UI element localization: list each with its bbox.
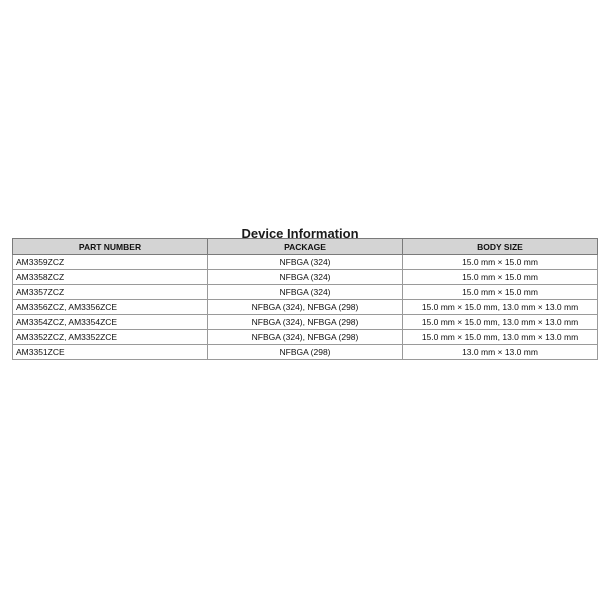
part-number-cell: AM3351ZCE bbox=[13, 345, 208, 360]
table-caption-container bbox=[0, 227, 600, 238]
part-number-cell: AM3359ZCZ bbox=[13, 255, 208, 270]
body-size-cell: 15.0 mm × 15.0 mm, 13.0 mm × 13.0 mm bbox=[403, 300, 598, 315]
table-body bbox=[13, 255, 598, 360]
table-row bbox=[13, 255, 598, 270]
table-row bbox=[13, 330, 598, 345]
table-caption: Device Information bbox=[241, 227, 359, 238]
body-size-cell: 15.0 mm × 15.0 mm bbox=[403, 285, 598, 300]
body-size-cell: 15.0 mm × 15.0 mm, 13.0 mm × 13.0 mm bbox=[403, 315, 598, 330]
table-header bbox=[13, 239, 598, 255]
package-cell: NFBGA (324), NFBGA (298) bbox=[208, 300, 403, 315]
package-cell: NFBGA (324) bbox=[208, 270, 403, 285]
device-information-table bbox=[12, 238, 598, 360]
package-cell: NFBGA (298) bbox=[208, 345, 403, 360]
header-body-size: BODY SIZE bbox=[403, 239, 598, 255]
table-row bbox=[13, 285, 598, 300]
table-row bbox=[13, 345, 598, 360]
package-cell: NFBGA (324) bbox=[208, 285, 403, 300]
package-cell: NFBGA (324) bbox=[208, 255, 403, 270]
body-size-cell: 15.0 mm × 15.0 mm, 13.0 mm × 13.0 mm bbox=[403, 330, 598, 345]
table-row bbox=[13, 300, 598, 315]
part-number-cell: AM3354ZCZ, AM3354ZCE bbox=[13, 315, 208, 330]
part-number-cell: AM3357ZCZ bbox=[13, 285, 208, 300]
table-row bbox=[13, 270, 598, 285]
table-row bbox=[13, 315, 598, 330]
header-package: PACKAGE bbox=[208, 239, 403, 255]
body-size-cell: 15.0 mm × 15.0 mm bbox=[403, 270, 598, 285]
header-row bbox=[13, 239, 598, 255]
body-size-cell: 13.0 mm × 13.0 mm bbox=[403, 345, 598, 360]
package-cell: NFBGA (324), NFBGA (298) bbox=[208, 315, 403, 330]
body-size-cell: 15.0 mm × 15.0 mm bbox=[403, 255, 598, 270]
package-cell: NFBGA (324), NFBGA (298) bbox=[208, 330, 403, 345]
header-part-number: PART NUMBER bbox=[13, 239, 208, 255]
part-number-cell: AM3356ZCZ, AM3356ZCE bbox=[13, 300, 208, 315]
part-number-cell: AM3352ZCZ, AM3352ZCE bbox=[13, 330, 208, 345]
part-number-cell: AM3358ZCZ bbox=[13, 270, 208, 285]
